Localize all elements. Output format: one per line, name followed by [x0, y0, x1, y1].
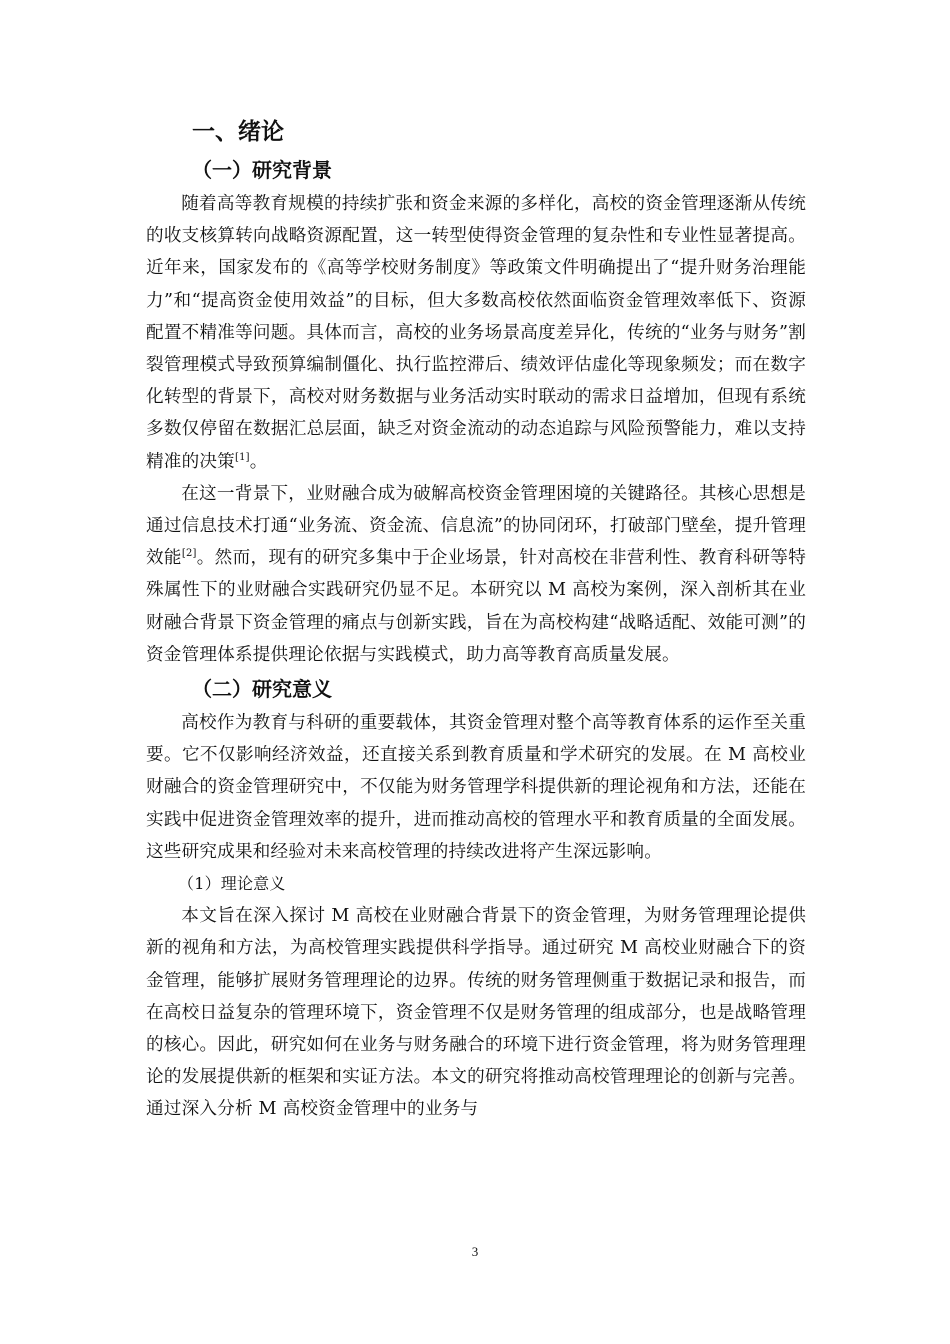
subheading-theory: （1）理论意义: [178, 874, 286, 894]
paragraph-background-1: [146, 188, 806, 478]
paragraph-text: 随着高等教育规模的持续扩张和资金来源的多样化，高校的资金管理逐渐从传统的收支核算转向战略资源配置，这一转型使得资金管理的复杂性和专业性显著提高。近年来，国家发布的《高等学校财务制度》等政策文件明确提出了“提升财务治理能力”和“提高资金使用效益”的目标，但大多数高校依然面临资金管理效率低下、资源配置不精准等问题。具体而言，高校的业务场景高度差异化，传统的“业务与财务”割裂管理模式导致预算编制僵化、执行监控滞后、绩效评估虚化等现象频发；而在数字化转型的背景下，高校对财务数据与业务活动实时联动的需求日益增加，但现有系统多数仅停留在数据汇总层面，缺乏对资金流动的动态追踪与风险预警能力，难以支持精准的决策: [146, 194, 806, 472]
section-heading-significance: （二）研究意义: [192, 677, 332, 702]
paragraph-background-2: [146, 478, 806, 671]
paragraph-significance-1: 高校作为教育与科研的重要载体，其资金管理对整个高等教育体系的运作至关重要。它不仅影响经济效益，还直接关系到教育质量和学术研究的发展。在 M 高校业财融合的资金管理研究中，不仅能为财务管理学科提供新的理论视角和方法，还能在实践中促进资金管理效率的提升，进而推动高校的管理水平和教育质量的全面发展。这些研究成果和经验对未来高校管理的持续改进将产生深远影响。: [146, 713, 806, 862]
paragraph-text-cont: 。然而，现有的研究多集中于企业场景，针对高校在非营利性、教育科研等特殊属性下的业财融合实践研究仍显不足。本研究以 M 高校为案例，深入剖析其在业财融合背景下资金管理的痛点与创新实践，旨在为高校构建“战略适配、效能可测”的资金管理体系提供理论依据与实践模式，助力高等教育高质量发展。: [146, 548, 806, 665]
citation-ref-1: [1]: [234, 451, 250, 463]
page-number: 3: [471, 1244, 479, 1259]
section-heading-background: （一）研究背景: [192, 158, 332, 182]
citation-ref-2: [2]: [181, 548, 197, 560]
chapter-heading: 一、绪论: [192, 119, 284, 145]
page-content: [146, 112, 806, 1126]
paragraph-text: 在这一背景下，业财融合成为破解高校资金管理困境的关键路径。其核心思想是通过信息技术打通“业务流、资金流、信息流”的协同闭环，打破部门壁垒，提升管理效能: [146, 483, 806, 569]
paragraph-end: 。: [249, 451, 268, 472]
paragraph-significance-2: 本文旨在深入探讨 M 高校在业财融合背景下的资金管理，为财务管理理论提供新的视角和方法，为高校管理实践提供科学指导。通过研究 M 高校业财融合下的资金管理，能够扩展财务管理理论的边界。传统的财务管理侧重于数据记录和报告，而在高校日益复杂的管理环境下，资金管理不仅是财务管理的组成部分，也是战略管理的核心。因此，研究如何在业务与财务融合的环境下进行资金管理，将为财务管理理论的发展提供新的框架和实证方法。本文的研究将推动高校管理理论的创新与完善。通过深入分析 M 高校资金管理中的业务与: [146, 906, 806, 1120]
